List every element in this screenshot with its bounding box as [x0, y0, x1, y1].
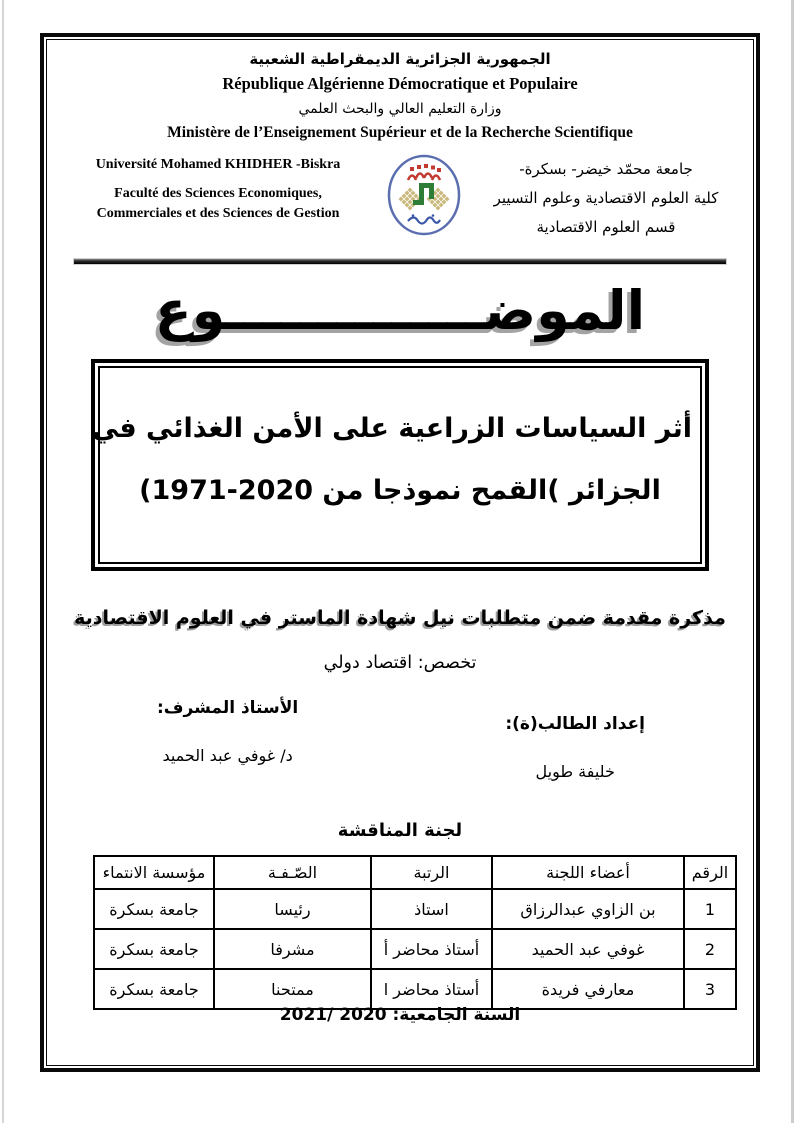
- department-name-arabic: قسم العلوم الاقتصادية: [536, 218, 676, 236]
- scan-edge-right: [791, 0, 794, 1123]
- student-label: إعداد الطالب(ة):: [505, 714, 645, 734]
- ministry-title-french: Ministère de l’Enseignement Supérieur et de la Recherche Scientifique: [167, 124, 633, 141]
- institution-arabic-block: [475, 153, 737, 242]
- cell-number: 3: [684, 969, 736, 1009]
- specialty-line: تخصص: اقتصاد دولي: [323, 653, 477, 673]
- cell-institution: جامعة بسكرة: [94, 889, 214, 929]
- university-seal-icon: [381, 153, 467, 237]
- col-header-role: الصّـفـة: [214, 856, 371, 889]
- supervisor-block: [157, 697, 298, 783]
- faculty-name-french-line2: Commerciales et des Sciences de Gestion: [96, 206, 340, 221]
- cell-role: ممتحنا: [214, 969, 371, 1009]
- thesis-title-line1: أثر السياسات الزراعية على الأمن الغذائي في: [91, 413, 692, 444]
- supervisor-name: د/ غوفي عبد الحميد: [162, 746, 293, 765]
- faculty-name-french-line1: Faculté des Sciences Economiques,: [114, 186, 322, 201]
- university-name-french: Université Mohamed KHIDHER -Biskra: [95, 157, 341, 172]
- ministry-title-arabic: وزارة التعليم العالي والبحث العلمي: [298, 101, 502, 117]
- cell-rank: أستاذ محاضر أ: [371, 929, 492, 969]
- thesis-title-box: [91, 359, 709, 571]
- institution-header-row: [47, 153, 753, 242]
- table-row: [94, 969, 736, 1009]
- supervisor-label: الأستاذ المشرف:: [157, 698, 299, 718]
- subject-heading: الموضــــــــــــــوع: [154, 279, 646, 342]
- table-row: [94, 929, 736, 969]
- col-header-members: أعضاء اللجنة: [492, 856, 684, 889]
- people-row: [47, 697, 753, 783]
- scan-edge-left: [2, 0, 4, 1123]
- institution-french-block: [63, 153, 373, 224]
- page-border-frame-inner: [46, 39, 754, 1066]
- header-divider: [73, 258, 727, 265]
- committee-heading: لجنة المناقشة: [337, 820, 463, 841]
- committee-table: [93, 855, 737, 1010]
- cell-institution: جامعة بسكرة: [94, 969, 214, 1009]
- page-border-frame: [40, 33, 760, 1072]
- student-block: [505, 713, 645, 783]
- thesis-title-line2: الجزائر )القمح نموذجا من 2020-1971): [139, 475, 661, 506]
- cell-member: بن الزاوي عبدالرزاق: [492, 889, 684, 929]
- cell-rank: استاذ: [371, 889, 492, 929]
- col-header-institution: مؤسسة الانتماء: [94, 856, 214, 889]
- committee-header-row: [94, 856, 736, 889]
- cell-member: معارفي فريدة: [492, 969, 684, 1009]
- cell-member: غوفي عبد الحميد: [492, 929, 684, 969]
- student-name: خليفة طويل: [535, 762, 615, 781]
- university-name-arabic: جامعة محمّد خيضر- بسكرة-: [519, 160, 693, 178]
- col-header-number: الرقم: [684, 856, 736, 889]
- cell-role: مشرفا: [214, 929, 371, 969]
- cell-number: 2: [684, 929, 736, 969]
- table-row: [94, 889, 736, 929]
- academic-year: السنة الجامعية: 2020 /2021: [279, 1005, 521, 1025]
- cell-institution: جامعة بسكرة: [94, 929, 214, 969]
- cell-role: رئيسا: [214, 889, 371, 929]
- republic-title-arabic: الجمهورية الجزائرية الديمقراطية الشعبية: [249, 50, 551, 68]
- cell-number: 1: [684, 889, 736, 929]
- col-header-rank: الرتبة: [371, 856, 492, 889]
- cell-rank: أستاذ محاضر ا: [371, 969, 492, 1009]
- faculty-name-arabic: كلية العلوم الاقتصادية وعلوم التسيير: [493, 189, 719, 207]
- republic-title-french: République Algérienne Démocratique et Populaire: [222, 74, 578, 93]
- memo-statement: مذكرة مقدمة ضمن متطلبات نيل شهادة الماستر في العلوم الاقتصادية: [74, 607, 726, 629]
